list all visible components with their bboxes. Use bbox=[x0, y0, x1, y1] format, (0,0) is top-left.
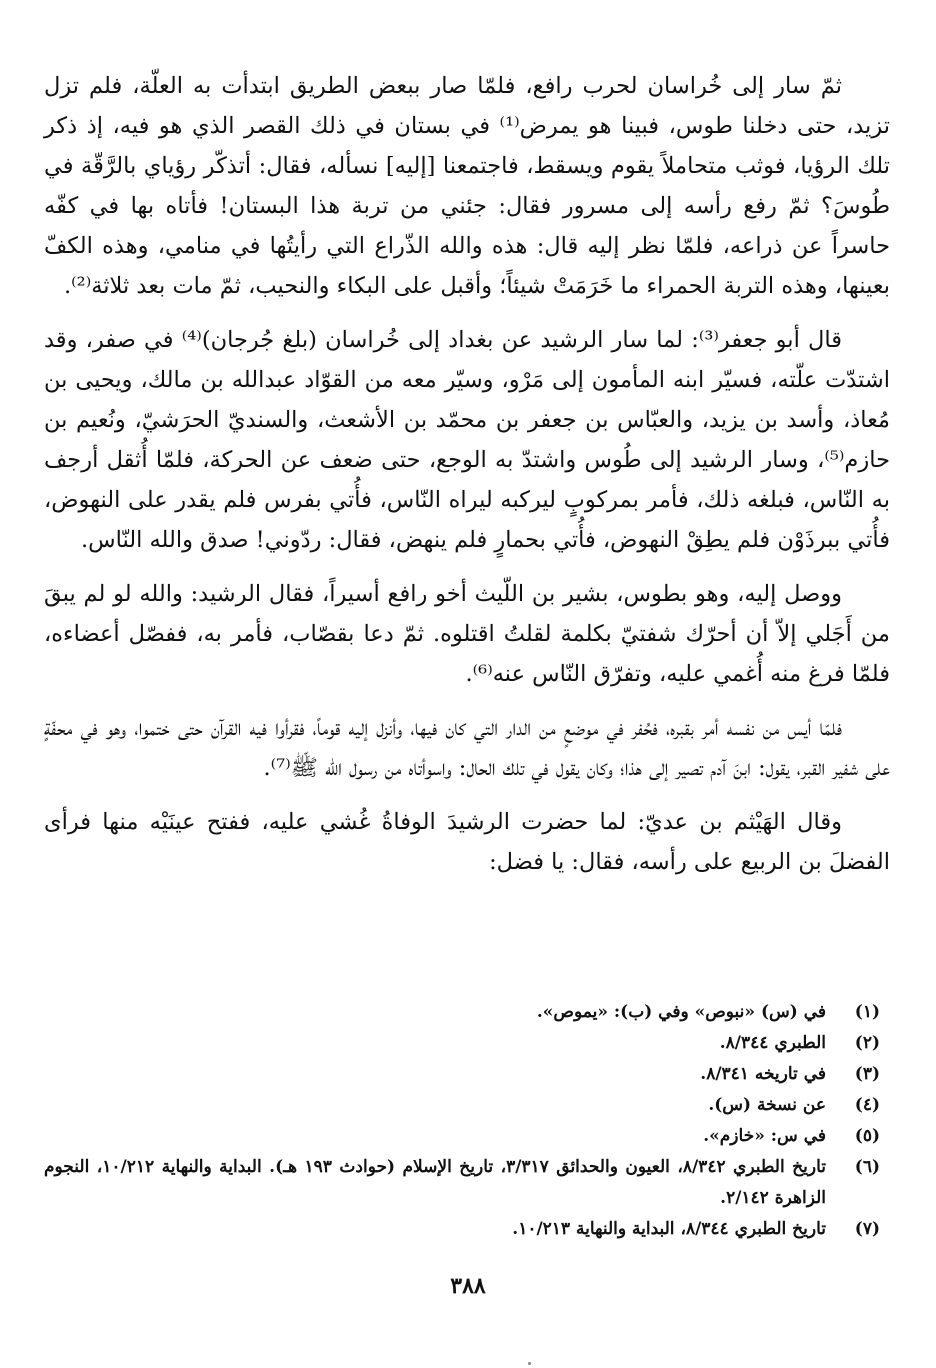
footnote-4 bbox=[44, 1090, 890, 1121]
footnote-5 bbox=[44, 1121, 890, 1152]
footnote-text: في (س) «نبوص» وفي (ب): «يموص». bbox=[536, 1002, 826, 1022]
paragraph-1: ثمّ سار إلى خُراسان لحرب رافع، فلمّا صار ببعض الطريق ابتدأت به العلّة، فلم تزل تزيد، حتى دخلنا طوس، فبينا هو يمرض⁽¹⁾ في بستان في ذلك القصر الذي هو فيه، إذ ذكر تلك الرؤيا، فوثب متحاملاً يقوم ويسقط، فاجتمعنا [إليه] نسأله، فقال: أتذكّر رؤياي بالرَّقّة في طُوسَ؟ ثمّ رفع رأسه إلى مسرور فقال: جئني من تربة هذا البستان! فأتاه بها في كفّه حاسراً عن ذراعه، فلمّا نظر إليه قال: هذه والله الذّراع التي رأيتُها في منامي، وهذه الكفّ بعينها، وهذه التربة الحمراء ما خَرَمَتْ شيئاً؛ وأقبل على البكاء والنحيب، ثمّ مات بعد ثلاثة⁽²⁾. bbox=[44, 73, 890, 299]
paragraph-5: وقال الهَيْثم بن عديّ: لما حضرت الرشيدَ الوفاةُ غُشي عليه، ففتح عينَيْه منها فرأى الفضلَ بن الربيع على رأسه، فقال: يا فضل: bbox=[44, 809, 890, 875]
footnote-text: في س: «خازم». bbox=[703, 1126, 826, 1146]
paragraph-2: قال أبو جعفر⁽³⁾: لما سار الرشيد عن بغداد إلى خُراسان (بلغ جُرجان)⁽⁴⁾ في صفر، وقد اشتدّت علّته، فسيّر ابنه المأمون إلى مَرْو، وسيّر معه من القوّاد عبدالله بن مالك، ويحيى بن مُعاذ، وأسد بن يزيد، والعبّاس بن جعفر بن محمّد بن الأشعث، والسنديّ الحرَشيّ، ونُعيم بن حازم⁽⁵⁾، وسار الرشيد إلى طُوس واشتدّ به الوجع، حتى ضعف عن الحركة، فلمّا أُثقل أرجف به النّاس، فبلغه ذلك، فأمر بمركوبٍ ليركبه ليراه النّاس، فأُتي بفرس فلم يقدر على النهوض، فأُتي ببرذَوْن فلم يطِقْ النهوض، فأُتي بحمارٍ فلم ينهض، فقال: ردّوني! صدق والله النّاس. bbox=[44, 327, 890, 553]
footnote-number: (٤) bbox=[854, 1095, 880, 1115]
footnote-6 bbox=[44, 1152, 890, 1214]
footnote-3 bbox=[44, 1059, 890, 1090]
footnote-text: في تاريخه ٨/٣٤١. bbox=[700, 1064, 826, 1084]
footnote-1 bbox=[44, 997, 890, 1028]
footnote-text: الطبري ٨/٣٤٤. bbox=[719, 1033, 826, 1053]
footnote-number: (٦) bbox=[854, 1157, 880, 1177]
footnote-2 bbox=[44, 1028, 890, 1059]
paragraph-4: فلمّا أيس من نفسه أمر بقبره، فحُفر في موضعٍ من الدار التي كان فيها، وأنزل إليه قوماً، فقرأوا فيه القرآن حتى ختموا، وهو في محفّةٍ على شفير القبر، يقول: ابنَ آدم تصير إلى هذا؛ وكان يقول في تلك الحال: واسوأتاه من رسول الله ﷺ⁽⁷⁾. bbox=[44, 715, 890, 781]
footnote-text: تاريخ الطبري ٨/٣٤٤، البداية والنهاية ١٠/٢١٣. bbox=[512, 1219, 826, 1239]
footnotes bbox=[44, 997, 890, 1245]
page-number: ٣٨٨ bbox=[450, 1273, 486, 1299]
footnote-number: (١) bbox=[854, 1002, 880, 1022]
footnote-text: عن نسخة (س). bbox=[708, 1095, 826, 1115]
footnote-number: (٥) bbox=[854, 1126, 880, 1146]
footnote-number: (٢) bbox=[854, 1033, 880, 1053]
footnote-number: (٣) bbox=[854, 1064, 880, 1084]
footnote-number: (٧) bbox=[854, 1219, 880, 1239]
body-text bbox=[44, 66, 890, 882]
footnote-text: تاريخ الطبري ٨/٣٤٢، العيون والحدائق ٣/٣١٧، تاريخ الإسلام (حوادث ١٩٣ هـ). البداية والنهاية ١٠/٢١٢، النجوم الزاهرة ٢/١٤٢. bbox=[44, 1157, 826, 1208]
paragraph-3: ووصل إليه، وهو بطوس، بشير بن اللّيث أخو رافع أسيراً، فقال الرشيد: والله لو لم يبقَ من أَجَلي إلاّ أن أحرّك شفتيّ بكلمة لقلتُ اقتلوه. ثمّ دعا بقصّاب، فأمر به، ففصّل أعضاءه، فلمّا فرغ منه أُغمي عليه، وتفرّق النّاس عنه⁽⁶⁾. bbox=[44, 581, 890, 687]
scan-speck bbox=[528, 1362, 531, 1365]
footnote-7 bbox=[44, 1214, 890, 1245]
